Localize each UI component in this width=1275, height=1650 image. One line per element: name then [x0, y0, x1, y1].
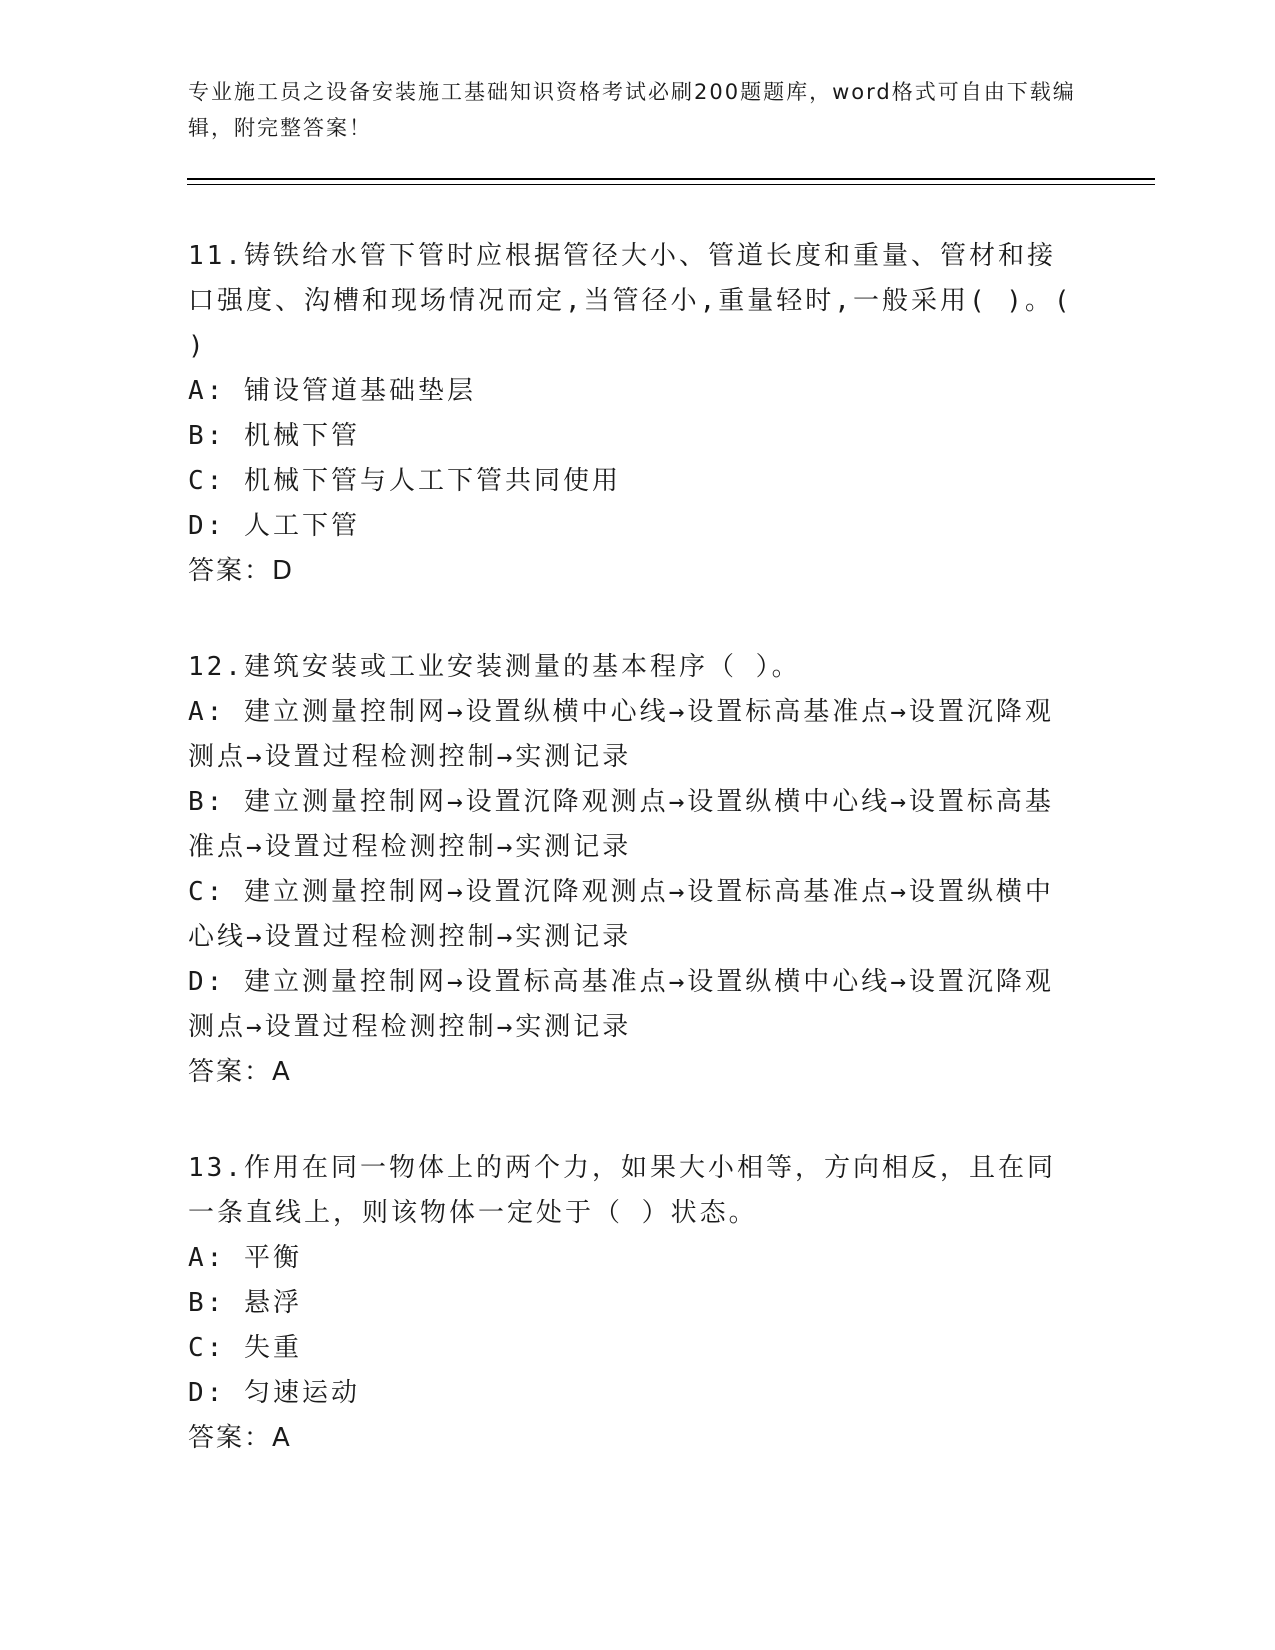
question-stem: 13.作用在同一物体上的两个力，如果大小相等，方向相反，且在同一条直线上，则该物体一定处于（ ）状态。 — [188, 1153, 1056, 1228]
question-stem: 11.铸铁给水管下管时应根据管径大小、管道长度和重量、管材和接口强度、沟槽和现场情况而定,当管径小,重量轻时,一般采用( )。( ) — [188, 241, 1073, 361]
header-divider-thin — [187, 184, 1155, 185]
option-c: C: 失重 — [188, 1333, 302, 1363]
answer: 答案：A — [188, 1057, 292, 1087]
option-d: D: 人工下管 — [188, 511, 360, 541]
option-c: C: 建立测量控制网→设置沉降观测点→设置标高基准点→设置纵横中心线→设置过程检测控制→实测记录 — [188, 877, 1054, 952]
question-13 — [188, 1146, 1078, 1461]
option-b: B: 机械下管 — [188, 421, 360, 451]
option-b: B: 悬浮 — [188, 1288, 302, 1318]
answer: 答案：A — [188, 1423, 292, 1453]
header-divider-thick — [187, 178, 1155, 180]
question-12 — [188, 645, 1078, 1095]
option-c: C: 机械下管与人工下管共同使用 — [188, 466, 621, 496]
option-a: A: 平衡 — [188, 1243, 302, 1273]
option-d: D: 匀速运动 — [188, 1378, 360, 1408]
option-a: A: 铺设管道基础垫层 — [188, 376, 476, 406]
document-header: 专业施工员之设备安装施工基础知识资格考试必刷200题题库，word格式可自由下载编辑，附完整答案！ — [188, 80, 1076, 140]
answer: 答案：D — [188, 556, 295, 586]
option-a: A: 建立测量控制网→设置纵横中心线→设置标高基准点→设置沉降观测点→设置过程检测控制→实测记录 — [188, 697, 1054, 772]
question-stem: 12.建筑安装或工业安装测量的基本程序（ ）。 — [188, 652, 801, 682]
question-11 — [188, 234, 1078, 594]
option-d: D: 建立测量控制网→设置标高基准点→设置纵横中心线→设置沉降观测点→设置过程检测控制→实测记录 — [188, 967, 1054, 1042]
option-b: B: 建立测量控制网→设置沉降观测点→设置纵横中心线→设置标高基准点→设置过程检测控制→实测记录 — [188, 787, 1054, 862]
